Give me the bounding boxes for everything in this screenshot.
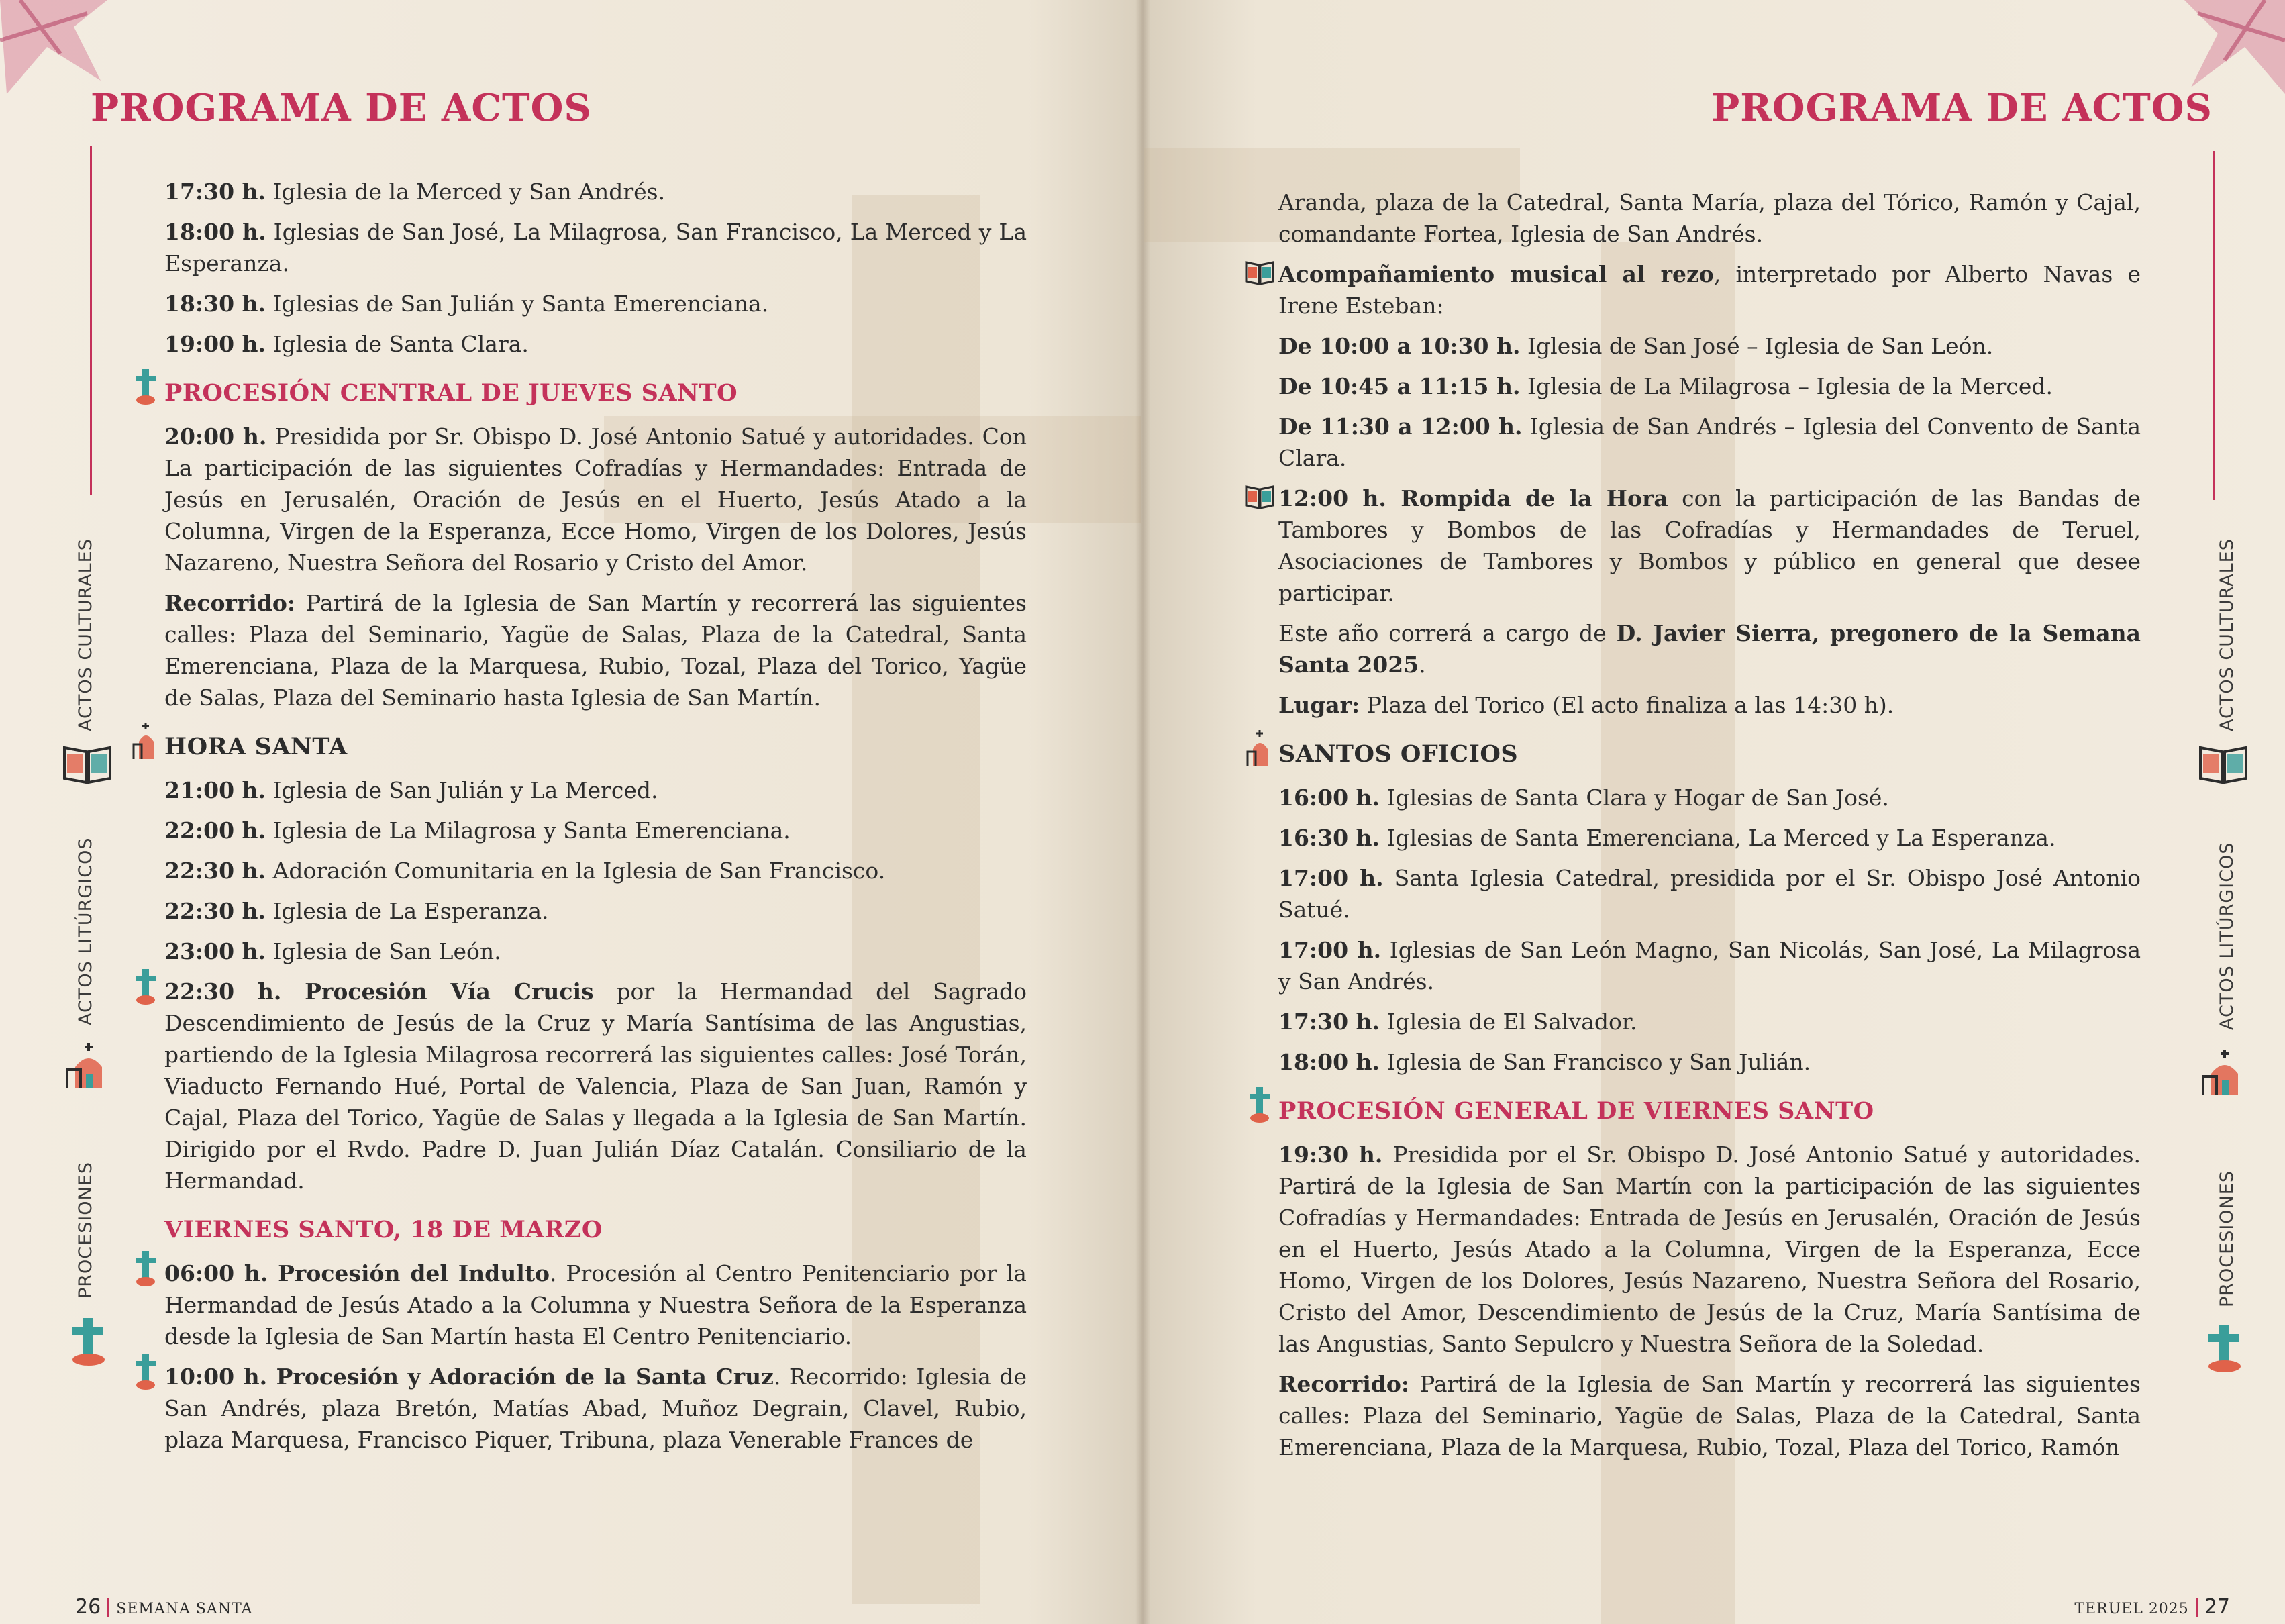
program-entry bbox=[1278, 822, 2141, 854]
program-entry bbox=[164, 288, 1027, 319]
entry-text: . Recorrido: Iglesia de San Andrés, plaza Bretón, Matías Abad, Muñoz Degrain, Clavel, Rubio, plaza Marquesa, Francisco Piquer, Tribuna, plaza Venerable Frances de bbox=[164, 1364, 1027, 1453]
right-page bbox=[1144, 0, 2285, 1624]
entry-text: Iglesia de La Milagrosa – Iglesia de la Merced. bbox=[1520, 373, 2053, 399]
entry-time: D. Javier Sierra, pregonero de la Semana Santa 2025 bbox=[1278, 620, 2141, 678]
procession-icon bbox=[131, 968, 160, 1007]
entry-time: 10:00 h. Procesión y Adoración de la Santa Cruz bbox=[164, 1364, 774, 1390]
entry-text: con la participación de las Bandas de Tambores y Bombos de las Cofradías y Hermandades de Teruel, Asociaciones de Tambores y Bombos y público en general que desee participar. bbox=[1278, 485, 2141, 606]
entry-text: Adoración Comunitaria en la Iglesia de San Francisco. bbox=[266, 858, 886, 884]
entry-text: Este año correrá a cargo de bbox=[1278, 620, 1617, 646]
entry-time: 17:30 h. bbox=[1278, 1009, 1380, 1035]
church-icon bbox=[62, 1040, 115, 1091]
entry-text: Iglesias de San León Magno, San Nicolás, San José, La Milagrosa y San Andrés. bbox=[1278, 937, 2141, 995]
program-text bbox=[1278, 187, 2141, 1472]
section-heading bbox=[164, 377, 1027, 409]
entry-text: . bbox=[1419, 652, 1426, 678]
entry-text: por la Hermandad del Sagrado Descendimiento de Jesús de la Cruz y María Santísima de las Angustias, partiendo de la Iglesia Milagrosa recorrerá las siguientes calles: José Torán, Viaducto Fernando Hué, Portal de Valencia, Plaza de San Juan, Ramón y Cajal, Plaza del Torico, Yagüe de Salas y llegada a la Iglesia de San Martín. Dirigido por el Rvdo. Padre D. Juan Julián Díaz Catalán. Consiliario de la Hermandad. bbox=[164, 978, 1027, 1194]
page-folio bbox=[75, 1595, 252, 1619]
side-tab-procesiones[interactable]: PROCESIONES bbox=[2217, 1170, 2237, 1307]
entry-text: . Procesión al Centro Penitenciario por la Hermandad de Jesús Atado a la Columna y Nuestra Señora de la Esperanza desde la Iglesia de San Martín hasta El Centro Penitenciario. bbox=[164, 1260, 1027, 1350]
section-heading bbox=[164, 1214, 1027, 1246]
entry-time: 23:00 h. bbox=[164, 938, 266, 964]
entry-time: 18:00 h. bbox=[1278, 1049, 1380, 1075]
entry-time: Recorrido: bbox=[1278, 1371, 1410, 1397]
entry-text: Iglesias de San Julián y Santa Emerenciana. bbox=[266, 291, 769, 317]
church-icon bbox=[1245, 729, 1274, 768]
section-heading-text: HORA SANTA bbox=[164, 733, 348, 760]
side-tab-procesiones[interactable]: PROCESIONES bbox=[75, 1162, 96, 1299]
program-entry bbox=[164, 935, 1027, 967]
section-heading bbox=[164, 731, 1027, 762]
entry-time: Lugar: bbox=[1278, 692, 1360, 718]
book-icon bbox=[2196, 738, 2250, 789]
book-icon bbox=[60, 738, 114, 789]
entry-text: Iglesia de San Julián y La Merced. bbox=[266, 777, 658, 803]
program-entry bbox=[1278, 934, 2141, 997]
procession-icon bbox=[1245, 1086, 1274, 1125]
program-entry bbox=[164, 976, 1027, 1197]
entry-time: 22:30 h. bbox=[164, 858, 266, 884]
program-entry bbox=[1278, 689, 2141, 721]
side-tab-actos-liturgicos[interactable]: ACTOS LITÚRGICOS bbox=[75, 837, 96, 1025]
procession-icon bbox=[131, 1353, 160, 1392]
entry-text: Iglesias de Santa Emerenciana, La Merced y La Esperanza. bbox=[1380, 825, 2056, 851]
entry-text: Presidida por el Sr. Obispo D. José Antonio Satué y autoridades. Partirá de la Iglesia de San Martín con la participación de las siguientes Cofradías y Hermandades: Entrada de Jesús en Jerusalén, Oración de Jesús en el Huerto, Jesús Atado a la Columna, Virgen de la Esperanza, Ecce Homo, Virgen de los Dolores, Jesús Nazareno, Nuestra Señora del Rosario, Cristo del Amor, Descendimiento de Jesús de la Cruz, María Santísima de las Angustias, Santo Sepulcro y Nuestra Señora de la Soledad. bbox=[1278, 1141, 2141, 1357]
section-heading-text: SANTOS OFICIOS bbox=[1278, 740, 1519, 768]
program-entry bbox=[1278, 862, 2141, 925]
entry-text: Iglesia de San José – Iglesia de San León. bbox=[1520, 333, 1994, 359]
entry-text: Aranda, plaza de la Catedral, Santa María, plaza del Tórico, Ramón y Cajal, comandante Fortea, Iglesia de San Andrés. bbox=[1278, 189, 2141, 247]
entry-time: 17:00 h. bbox=[1278, 865, 1384, 891]
page-title: PROGRAMA DE ACTOS bbox=[1711, 86, 2213, 130]
side-tab-actos-culturales[interactable]: ACTOS CULTURALES bbox=[2217, 538, 2237, 731]
program-entry bbox=[1278, 1139, 2141, 1360]
entry-time: Recorrido: bbox=[164, 590, 296, 616]
entry-time: De 10:45 a 11:15 h. bbox=[1278, 373, 1521, 399]
section-heading bbox=[1278, 738, 2141, 770]
program-entry bbox=[164, 587, 1027, 713]
entry-time: 21:00 h. bbox=[164, 777, 266, 803]
program-entry bbox=[164, 328, 1027, 360]
church-icon bbox=[131, 721, 160, 760]
entry-time: 19:00 h. bbox=[164, 331, 266, 357]
page-number: 26 bbox=[75, 1595, 101, 1619]
folio-label: TERUEL 2025 bbox=[2074, 1601, 2189, 1617]
entry-time: 19:30 h. bbox=[1278, 1141, 1383, 1168]
entry-time: 20:00 h. bbox=[164, 423, 267, 450]
entry-text: , interpretado por Alberto Navas e Irene Esteban: bbox=[1278, 261, 2141, 319]
entry-text: Iglesia de San Francisco y San Julián. bbox=[1380, 1049, 1811, 1075]
entry-time: 17:00 h. bbox=[1278, 937, 1382, 963]
program-entry bbox=[1278, 1368, 2141, 1463]
folio-label: SEMANA SANTA bbox=[116, 1601, 253, 1617]
program-entry bbox=[164, 421, 1027, 578]
page-folio bbox=[2074, 1595, 2230, 1619]
program-entry bbox=[1278, 1046, 2141, 1078]
procession-icon bbox=[2198, 1322, 2251, 1373]
program-entry bbox=[1278, 483, 2141, 609]
entry-text: Iglesia de San León. bbox=[266, 938, 501, 964]
left-page bbox=[0, 0, 1141, 1624]
program-entry bbox=[164, 815, 1027, 846]
program-entry bbox=[164, 774, 1027, 806]
section-heading-text: PROCESIÓN GENERAL DE VIERNES SANTO bbox=[1278, 1097, 1874, 1125]
entry-text: Iglesia de la Merced y San Andrés. bbox=[266, 179, 666, 205]
entry-text: Santa Iglesia Catedral, presidida por el Sr. Obispo José Antonio Satué. bbox=[1278, 865, 2141, 923]
entry-time: 17:30 h. bbox=[164, 179, 266, 205]
church-icon bbox=[2198, 1047, 2251, 1098]
accent-rule bbox=[90, 146, 92, 495]
entry-time: 22:00 h. bbox=[164, 817, 266, 844]
entry-text: Plaza del Torico (El acto finaliza a las 14:30 h). bbox=[1360, 692, 1894, 718]
program-entry bbox=[1278, 1006, 2141, 1037]
entry-time: 16:30 h. bbox=[1278, 825, 1380, 851]
entry-text: Iglesia de Santa Clara. bbox=[266, 331, 529, 357]
page-title: PROGRAMA DE ACTOS bbox=[91, 86, 592, 130]
program-entry bbox=[164, 176, 1027, 207]
book-icon bbox=[1245, 250, 1274, 289]
procession-icon bbox=[131, 368, 160, 407]
entry-text: Partirá de la Iglesia de San Martín y recorrerá las siguientes calles: Plaza del Seminario, Yagüe de Salas, Plaza de la Catedral, Santa Emerenciana, Plaza de la Marquesa, Rubio, Tozal, Plaza del Torico, Yagüe de Salas, Plaza del Seminario hasta Iglesia de San Martín. bbox=[164, 590, 1027, 711]
procession-icon bbox=[131, 1250, 160, 1288]
procession-icon bbox=[62, 1315, 115, 1366]
section-heading-text: PROCESIÓN CENTRAL DE JUEVES SANTO bbox=[164, 379, 738, 407]
program-entry bbox=[1278, 370, 2141, 402]
program-entry bbox=[1278, 411, 2141, 474]
entry-text: Iglesia de La Milagrosa y Santa Emerenciana. bbox=[266, 817, 791, 844]
page-number: 27 bbox=[2204, 1595, 2230, 1619]
entry-text: Presidida por Sr. Obispo D. José Antonio Satué y autoridades. Con La participación de las siguientes Cofradías y Hermandades: Entrada de Jesús en Jerusalén, Oración de Jesús en el Huerto, Jesús Atado a la Columna, Virgen de la Esperanza, Ecce Homo, Virgen de los Dolores, Jesús Nazareno, Nuestra Señora del Rosario y Cristo del Amor. bbox=[164, 423, 1027, 576]
entry-time: Acompañamiento musical al rezo bbox=[1278, 261, 1714, 287]
program-entry bbox=[164, 1361, 1027, 1456]
program-entry bbox=[164, 895, 1027, 927]
program-entry bbox=[164, 1258, 1027, 1352]
entry-text: Iglesias de Santa Clara y Hogar de San José. bbox=[1380, 784, 1889, 811]
side-tab-actos-culturales[interactable]: ACTOS CULTURALES bbox=[75, 538, 96, 731]
entry-time: 06:00 h. Procesión del Indulto bbox=[164, 1260, 550, 1286]
section-heading-text: VIERNES SANTO, 18 DE MARZO bbox=[164, 1216, 603, 1244]
program-entry bbox=[164, 855, 1027, 886]
entry-time: 16:00 h. bbox=[1278, 784, 1380, 811]
entry-time: De 11:30 a 12:00 h. bbox=[1278, 413, 1523, 440]
program-entry bbox=[164, 216, 1027, 279]
entry-time: 12:00 h. Rompida de la Hora bbox=[1278, 485, 1668, 511]
entry-text: Iglesia de San Andrés – Iglesia del Convento de Santa Clara. bbox=[1278, 413, 2141, 471]
entry-text: Iglesias de San José, La Milagrosa, San Francisco, La Merced y La Esperanza. bbox=[164, 219, 1027, 276]
program-entry bbox=[1278, 782, 2141, 813]
section-heading bbox=[1278, 1095, 2141, 1127]
program-entry bbox=[1278, 258, 2141, 321]
entry-time: De 10:00 a 10:30 h. bbox=[1278, 333, 1521, 359]
program-entry bbox=[1278, 330, 2141, 362]
program-text bbox=[164, 176, 1027, 1464]
entry-time: 22:30 h. Procesión Vía Crucis bbox=[164, 978, 594, 1005]
entry-text: Iglesia de La Esperanza. bbox=[266, 898, 549, 924]
entry-time: 18:30 h. bbox=[164, 291, 266, 317]
entry-time: 22:30 h. bbox=[164, 898, 266, 924]
accent-rule bbox=[2213, 151, 2215, 500]
side-tab-actos-liturgicos[interactable]: ACTOS LITÚRGICOS bbox=[2217, 842, 2237, 1030]
entry-text: Iglesia de El Salvador. bbox=[1380, 1009, 1637, 1035]
entry-time: 18:00 h. bbox=[164, 219, 266, 245]
program-entry bbox=[1278, 617, 2141, 680]
program-entry bbox=[1278, 187, 2141, 250]
entry-text: Partirá de la Iglesia de San Martín y recorrerá las siguientes calles: Plaza del Seminario, Yagüe de Salas, Plaza de la Catedral, Santa Emerenciana, Plaza de la Marquesa, Rubio, Tozal, Plaza del Torico, Ramón bbox=[1278, 1371, 2141, 1460]
book-icon bbox=[1245, 474, 1274, 513]
